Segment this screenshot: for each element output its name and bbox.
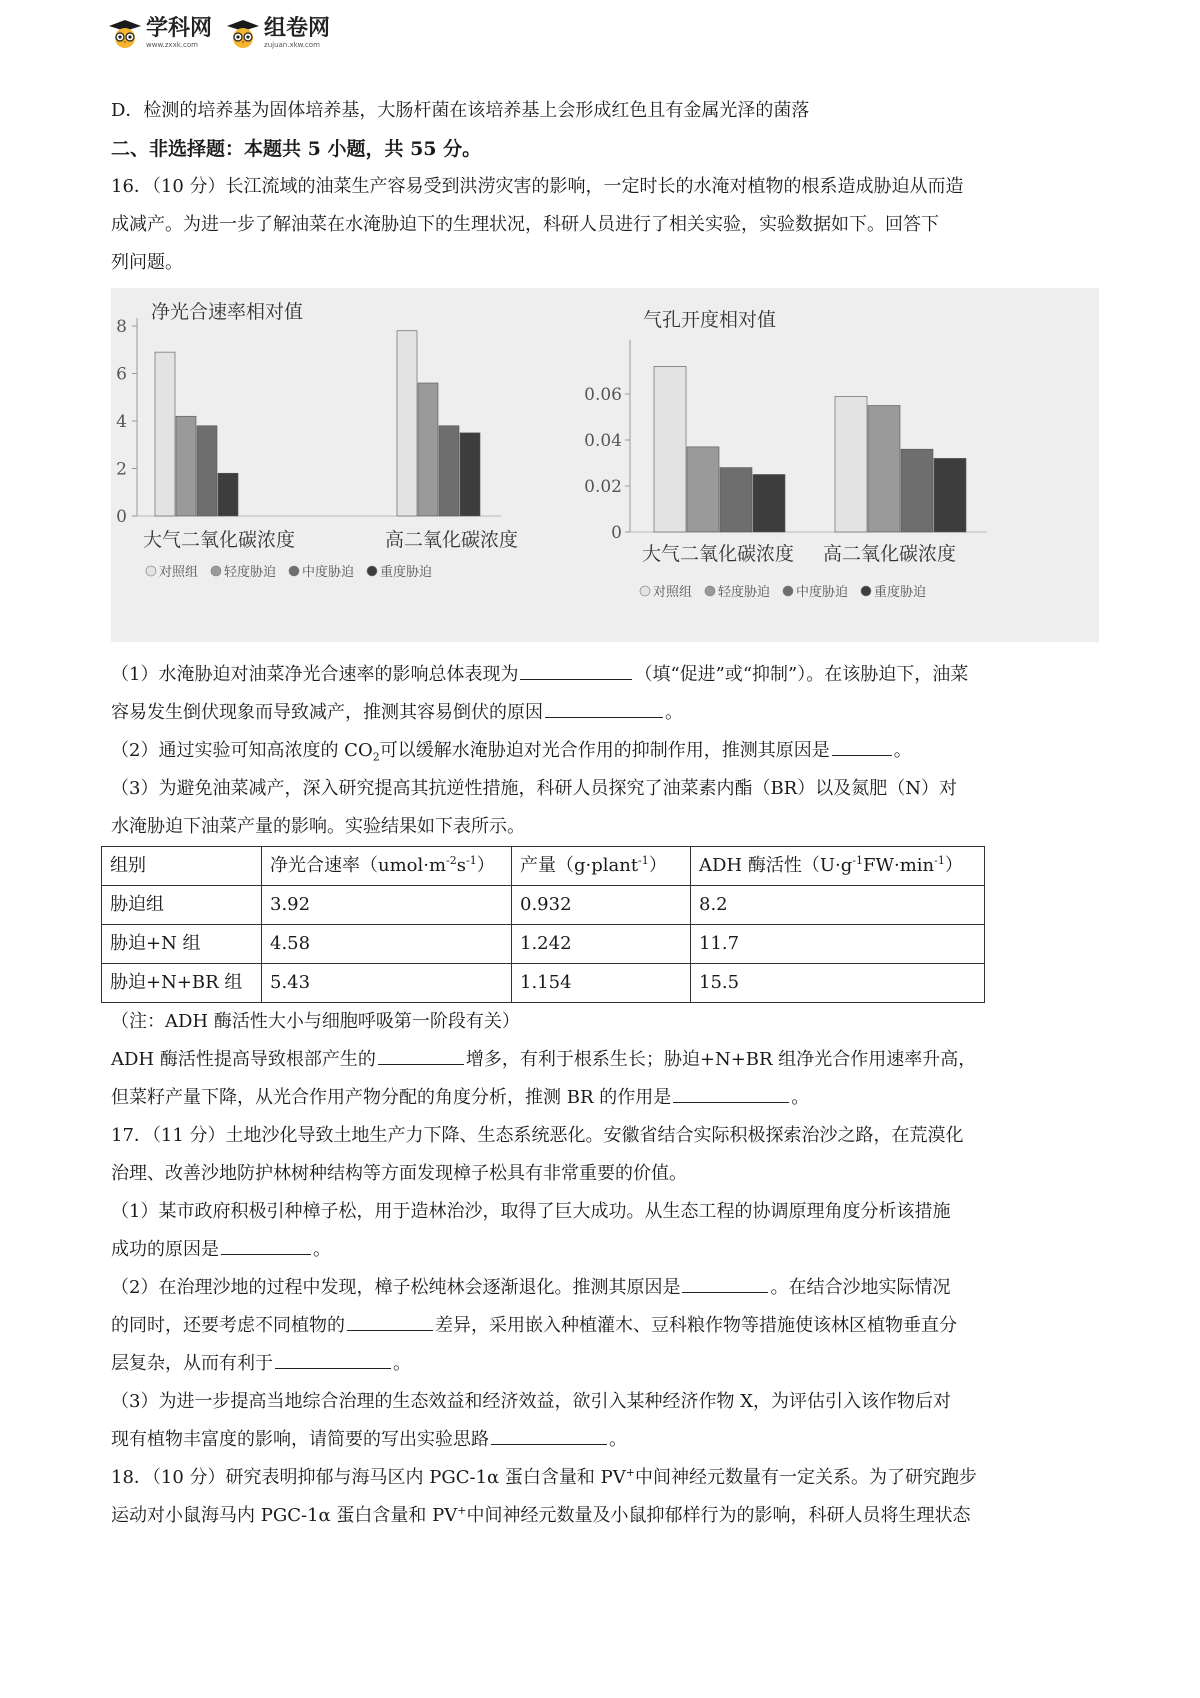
q18-l1-text-b: 中间神经元数量有一定关系。为了研究跑步 — [634, 1467, 977, 1488]
q17-part2-line3 — [111, 1345, 1095, 1383]
q18-l2-sup: + — [457, 1504, 467, 1517]
q17-part2-line2 — [111, 1307, 1095, 1345]
y-tick-label: 0 — [116, 507, 127, 527]
bar — [218, 473, 238, 516]
q16-p4-end: 。 — [791, 1087, 810, 1108]
section-title: 二、非选择题：本题共 5 小题，共 55 分。 — [111, 138, 482, 160]
q17-intro-line1: 17．（11 分）土地沙化导致土地生产力下降、生态系统恶化。安徽省结合实际积极探索治沙之路，在荒漠化 — [111, 1125, 964, 1146]
bar — [176, 416, 196, 516]
q16-part2 — [111, 732, 1095, 770]
answer-blank[interactable] — [491, 1424, 607, 1445]
y-tick-label: 0 — [611, 523, 622, 543]
header-sup: -2 — [446, 854, 457, 867]
q16-p4-text-b: 增多，有利于根系生长；胁迫+N+BR 组净光合作用速率升高， — [465, 1049, 977, 1070]
logo1-url: www.zxxk.com — [146, 41, 198, 49]
header-text: 产量（g·plant — [520, 855, 639, 876]
q17-p2-text-b: 。在结合沙地实际情况 — [770, 1277, 951, 1298]
q18-line2 — [111, 1497, 1095, 1535]
legend-label: 中度胁迫 — [796, 585, 849, 600]
table-cell: 胁迫组 — [102, 886, 262, 925]
legend-label: 对照组 — [653, 585, 693, 600]
table-header-cell — [102, 847, 262, 886]
table-cell: 15.5 — [691, 964, 985, 1003]
q16-p2-end: 。 — [893, 740, 912, 761]
header-text: ADH 酶活性（U·g — [699, 855, 853, 876]
header-text: FW·min — [862, 855, 935, 876]
header-text: 组别 — [110, 855, 146, 876]
q18-l2-text-b: 中间神经元数量及小鼠抑郁样行为的影响，科研人员将生理状态 — [466, 1505, 971, 1526]
answer-blank[interactable] — [682, 1272, 768, 1293]
q18-line1 — [111, 1459, 1095, 1497]
q16-p1-text-b: （填“促进”或“抑制”）。在该胁迫下，油菜 — [634, 664, 969, 685]
header-text: ） — [944, 855, 963, 876]
x-category-label: 高二氧化碳浓度 — [823, 543, 957, 565]
legend-marker — [640, 586, 650, 596]
legend-marker — [367, 566, 377, 576]
q16-p2-sub: 2 — [372, 750, 380, 764]
bar — [934, 458, 966, 532]
q16-table-note: （注：ADH 酶活性大小与细胞呼吸第一阶段有关） — [111, 1011, 520, 1032]
x-category-label: 大气二氧化碳浓度 — [642, 543, 795, 565]
legend-label: 轻度胁迫 — [718, 585, 771, 600]
bar — [720, 468, 752, 532]
table-cell: 3.92 — [262, 886, 512, 925]
y-tick-label: 6 — [116, 364, 127, 385]
q16-intro-line1: 16．（10 分）长江流域的油菜生产容易受到洪涝灾害的影响，一定时长的水淹对植物的根系造成胁迫从而造 — [111, 176, 964, 197]
q17-p2-text-a: （2）在治理沙地的过程中发现，樟子松纯林会逐渐退化。推测其原因是 — [111, 1277, 681, 1298]
q17-p3-end: 。 — [609, 1429, 627, 1450]
y-tick-label: 8 — [116, 317, 127, 337]
bar — [901, 449, 933, 532]
answer-blank[interactable] — [673, 1082, 789, 1103]
table-row — [102, 964, 985, 1003]
legend-label: 轻度胁迫 — [224, 565, 277, 580]
q16-part3-line1: （3）为避免油菜减产，深入研究提高其抗逆性措施，科研人员探究了油菜素内酯（BR）以及氮肥（N）对 — [111, 778, 957, 799]
table-cell: 胁迫+N+BR 组 — [102, 964, 262, 1003]
answer-blank[interactable] — [221, 1234, 311, 1255]
table-cell: 11.7 — [691, 925, 985, 964]
legend-label: 重度胁迫 — [380, 565, 433, 580]
bar — [155, 352, 175, 516]
legend-marker — [705, 586, 715, 596]
q17-p1-end: 。 — [313, 1239, 331, 1260]
q16-part3-line3 — [111, 1041, 1095, 1079]
legend-label: 重度胁迫 — [874, 585, 927, 600]
bar — [753, 475, 785, 533]
q17-p2-end: 。 — [393, 1353, 411, 1374]
table-cell: 1.154 — [512, 964, 691, 1003]
bar — [397, 331, 417, 516]
x-category-label: 高二氧化碳浓度 — [385, 529, 519, 551]
logo2-name: 组卷网 — [264, 16, 331, 41]
q16-p1-text-c: 容易发生倒伏现象而导致减产，推测其容易倒伏的原因 — [111, 702, 543, 723]
table-cell: 1.242 — [512, 925, 691, 964]
legend-marker — [783, 586, 793, 596]
table-header-cell — [262, 847, 512, 886]
question-17 — [111, 1117, 1095, 1459]
bar — [868, 406, 900, 533]
answer-blank[interactable] — [347, 1310, 433, 1331]
table-cell: 4.58 — [262, 925, 512, 964]
q16-figure — [111, 288, 1099, 642]
q16-p2-text-b: 可以缓解水淹胁迫对光合作用的抑制作用，推测其原因是 — [379, 740, 830, 761]
table-header-cell — [691, 847, 985, 886]
q16-intro-line2: 成减产。为进一步了解油菜在水淹胁迫下的生理状况，科研人员进行了相关实验，实验数据如下。回答下 — [111, 214, 939, 235]
x-category-label: 大气二氧化碳浓度 — [143, 529, 296, 551]
q17-p2-text-e: 层复杂，从而有利于 — [111, 1353, 273, 1374]
q16-p2-text-a: （2）通过实验可知高浓度的 CO — [111, 740, 373, 761]
table-cell: 8.2 — [691, 886, 985, 925]
q16-p4-text-a: ADH 酶活性提高导致根部产生的 — [111, 1049, 376, 1070]
legend-label: 中度胁迫 — [302, 565, 355, 580]
q17-p3-text-b: 现有植物丰富度的影响，请简要的写出实验思路 — [111, 1429, 489, 1450]
table-cell: 5.43 — [262, 964, 512, 1003]
bar — [418, 383, 438, 516]
legend-marker — [289, 566, 299, 576]
answer-blank[interactable] — [545, 697, 663, 718]
chart-title: 气孔开度相对值 — [643, 309, 777, 331]
bar — [460, 433, 480, 516]
bar — [835, 396, 867, 532]
bar — [654, 366, 686, 532]
header-text: s — [456, 855, 467, 876]
header-text: ） — [648, 855, 667, 876]
logo-xuekewang[interactable] — [108, 18, 212, 49]
logo-zujuanwang[interactable] — [226, 18, 330, 49]
bar — [687, 447, 719, 532]
legend-label: 对照组 — [159, 565, 199, 580]
header-sup: -1 — [934, 854, 945, 867]
question-16 — [111, 168, 1095, 1117]
q18-l2-text-a: 运动对小鼠海马内 PGC-1α 蛋白含量和 PV — [111, 1505, 458, 1526]
legend-marker — [861, 586, 871, 596]
q16-part3-line4 — [111, 1079, 1095, 1117]
q16-part1-line1 — [111, 656, 1095, 694]
q17-part3-line1: （3）为进一步提高当地综合治理的生态效益和经济效益，欲引入某种经济作物 X，为评估引入该作物后对 — [111, 1391, 951, 1412]
logo2-url: zujuan.xkw.com — [264, 41, 320, 49]
bar — [197, 426, 217, 516]
q16-part1-line2 — [111, 694, 1095, 732]
answer-blank[interactable] — [520, 659, 632, 680]
y-tick-label: 2 — [116, 459, 127, 480]
answer-blank[interactable] — [832, 735, 892, 756]
y-tick-label: 0.02 — [584, 477, 622, 497]
header-text: ） — [476, 855, 495, 876]
logo1-name: 学科网 — [146, 16, 213, 41]
q16-results-table — [101, 846, 985, 1003]
q17-part1-line2 — [111, 1231, 1095, 1269]
q18-l1-text-a: 18．（10 分）研究表明抑郁与海马区内 PGC-1α 蛋白含量和 PV — [111, 1467, 626, 1488]
q18-l1-sup: + — [625, 1466, 635, 1479]
question-18 — [111, 1459, 1095, 1535]
y-tick-label: 0.06 — [584, 385, 622, 405]
q17-p1-text-b: 成功的原因是 — [111, 1239, 219, 1260]
q16-p1-end: 。 — [665, 702, 683, 723]
bar — [439, 426, 459, 516]
y-tick-label: 4 — [116, 412, 127, 432]
answer-blank[interactable] — [378, 1044, 464, 1065]
legend-marker — [146, 566, 156, 576]
table-header-cell — [512, 847, 691, 886]
owl-logo-icon — [226, 19, 260, 49]
table-cell: 0.932 — [512, 886, 691, 925]
q17-part1-line1: （1）某市政府积极引种樟子松，用于造林治沙，取得了巨大成功。从生态工程的协调原理角度分析该措施 — [111, 1201, 951, 1222]
q16-p4-text-c: 但菜籽产量下降，从光合作用产物分配的角度分析，推测 BR 的作用是 — [111, 1087, 672, 1108]
header-text: 净光合速率（umol·m — [270, 855, 447, 876]
q16-part3-line2: 水淹胁迫下油菜产量的影响。实验结果如下表所示。 — [111, 816, 525, 837]
header-sup: -1 — [466, 854, 477, 867]
chart-title: 净光合速率相对值 — [151, 301, 304, 323]
q16-intro-line3: 列问题。 — [111, 252, 183, 273]
q16-p1-text-a: （1）水淹胁迫对油菜净光合速率的影响总体表现为 — [111, 664, 519, 685]
owl-logo-icon — [108, 19, 142, 49]
header-sup: -1 — [638, 854, 649, 867]
q17-intro-line2: 治理、改善沙地防护林树种结构等方面发现樟子松具有非常重要的价值。 — [111, 1163, 687, 1184]
q16-bar-charts — [111, 288, 1099, 642]
answer-blank[interactable] — [275, 1348, 391, 1369]
table-row — [102, 886, 985, 925]
table-row — [102, 925, 985, 964]
y-tick-label: 0.04 — [584, 431, 622, 451]
header-sup: -1 — [852, 854, 863, 867]
q17-part2-line1 — [111, 1269, 1095, 1307]
q17-p2-text-d: 差异，采用嵌入种植灌木、豆科粮作物等措施使该林区植物垂直分 — [435, 1315, 957, 1336]
legend-marker — [211, 566, 221, 576]
header-logos — [108, 18, 330, 49]
option-d: D．检测的培养基为固体培养基，大肠杆菌在该培养基上会形成红色且有金属光泽的菌落 — [111, 100, 810, 121]
table-header-row — [102, 847, 985, 886]
q17-p2-text-c: 的同时，还要考虑不同植物的 — [111, 1315, 345, 1336]
q17-part3-line2 — [111, 1421, 1095, 1459]
exam-content — [111, 92, 1095, 1535]
table-cell: 胁迫+N 组 — [102, 925, 262, 964]
